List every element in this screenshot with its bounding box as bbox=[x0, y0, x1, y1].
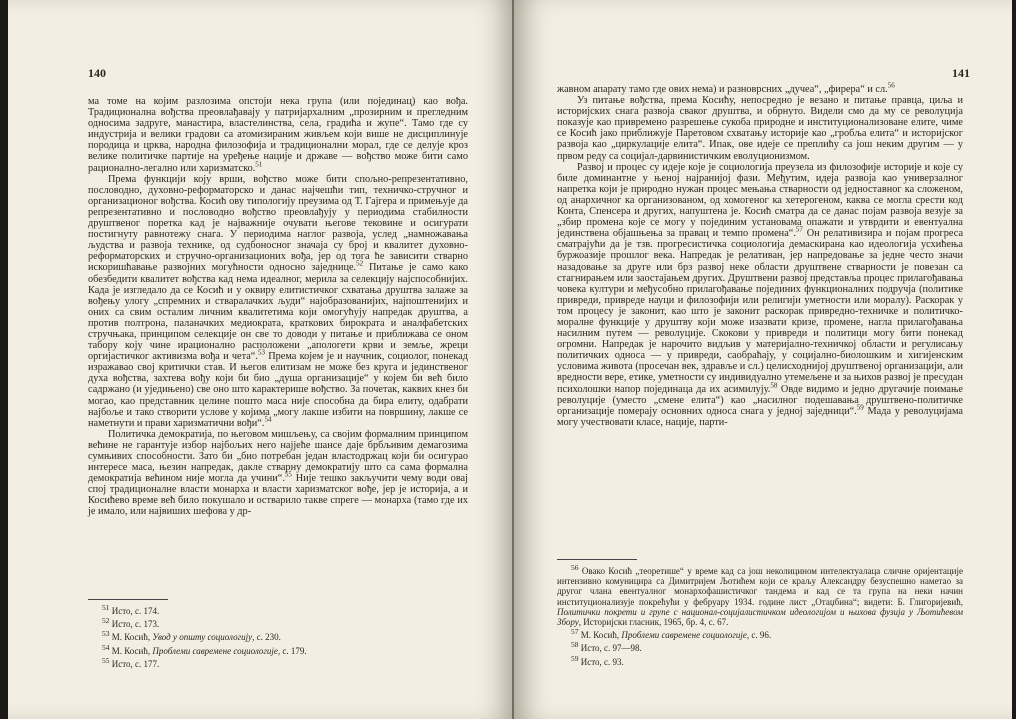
footnote: $^{53}$ М. Косић, Увод у општу социологију, с. 230. bbox=[102, 629, 281, 643]
footnote-number: 55 bbox=[102, 655, 110, 665]
paragraph: ма томе на којим разлозима опстоји нека група (или појединац) као вођа. Традиционална вођства преовлађавају у патријархалним „прозирним и прегледним односима задруге, манастира, властелинства, села, градића и жупе“. Тамо где су индустрија и велики градови са атомизираним живљем који више не дисциплинује породица и црква, народна филозофија и традиционални морал, где се делује кроз велике политичке партије на уређење нације и државе — вођство може бити само рационално-легално или харизматско.$^{51}$ bbox=[88, 96, 468, 174]
footnote-ref: 58 bbox=[770, 381, 778, 390]
footnote-ref: 51 bbox=[255, 160, 263, 169]
footnote-ref: 53 bbox=[257, 348, 265, 357]
footnote-number: 58 bbox=[571, 640, 579, 650]
footnotes bbox=[88, 603, 468, 669]
footnote-number: 51 bbox=[102, 603, 110, 612]
paragraph: Уз питање вођства, према Косићу, непосредно је везано и питање правца, циља и историјских снага развоја сваког друштва, и обрнуто. Видели смо да му се револуција показује као привремено разрешење сукоба природне и институционализоване елите, чиме се Косић јако приближује Паретовом схватању историје као „гробља елита“ и историјског развоја као „циркулације елита“. Ипак, ове идеје се преплићу са још неким другим — у првом реду са социјал-дарвинистичким еволуционизмом. bbox=[557, 95, 963, 162]
footnote-ref: 54 bbox=[264, 415, 272, 424]
footnote: $^{51}$ Исто, с. 174. bbox=[102, 603, 160, 616]
footnote-ref: 59 bbox=[856, 403, 864, 412]
footnote-ref: 55 bbox=[284, 470, 292, 479]
footnote: $^{59}$ Исто, с. 93. bbox=[571, 653, 624, 667]
footnote: $^{58}$ Исто, с. 97—98. bbox=[571, 640, 642, 654]
body-text bbox=[88, 96, 468, 518]
paragraph: Према функцији коју врши, вођство може бити спољно-репрезентативно, пословодно, духовно-реформаторско и данас најчешћи тип, техничко-стручног и организационог вођства. Косић ову типологију преузима од Т. Гајгера и примењује да репрезентативно и пословодно вођство преовлађују у периодима стабилности друштвеног поретка кад је најважније очувати његове тековине и осигурати постигнуту равнотежу снага. У периодима наглог развоја, услед „намножавања људства и развоја технике, од судбоносног значаја су број и квалитет духовно-реформаторских и стручно-организационих вођа, јер од тога ће зависити стварно искоришћавање развојних могућности односно заједнице.$^{52}$ Питање је само како обезбедити квалитет вођства кад нема идеалног, мерила за селекцију најспособнијих. Када је изгледало да се Косић и у оквиру елитистичког схватања друштва залаже за вођењу улогу „спремних и стваралачких људи“ најобразованијих, најпоштенијих и оних са свим осталим личним квалитетима који омогућују напредак друштва, а против полтрона, паланачких медиократа, краткових бирократа и аналфабетских стручњака, принципом селекције он све то доводи у питање и приближава се оном табору коју чине ирационално расположени „апологети крви и земље, жреци оргијастичког активизма вођа и чета“.$^{53}$ Према којем је и научник, социолог, понекад изражавао свој критички став. И његов елитизам не може без круга и јединственог духа вођства, захтева вођу који би био „душа организације“ у којем би већ било садржано (и уједињено) све оно што карактерише вођство. За почетак, каквих кнез би могао, као представник целине пошто маса није способна да бира елиту, одабрати најбоље и тако створити услове у којима „могу лакше избити на површину, лакше се наметнути и прави харизматични вођи“.$^{54}$ bbox=[88, 173, 468, 429]
page-number: 141 bbox=[952, 66, 970, 80]
footnote-ref: 52 bbox=[356, 259, 364, 268]
footnote: $^{52}$ Исто, с. 173. bbox=[102, 616, 160, 630]
footnote-number: 56 bbox=[571, 563, 579, 572]
book-title: Проблеми савремене социологије bbox=[621, 630, 747, 641]
footnote: $^{54}$ М. Косић, Проблеми савремене социологије, с. 179. bbox=[102, 642, 307, 656]
footnote: $^{55}$ Исто, с. 177. bbox=[102, 655, 160, 669]
footnote-ref: 57 bbox=[795, 225, 803, 234]
left-page bbox=[8, 0, 514, 719]
paragraph: жавном апарату тамо где ових нема) и разноврсних „дучеа“, „фирера“ и сл.$^{56}$ bbox=[557, 81, 895, 95]
right-page bbox=[514, 0, 1012, 719]
footnote-divider bbox=[88, 599, 168, 600]
page-number: 140 bbox=[88, 66, 106, 80]
body-text bbox=[557, 81, 964, 428]
footnote-number: 57 bbox=[571, 627, 579, 637]
paragraph: Развој и процес су идеје које је социологија преузела из филозофије историје и које су биле доминантне у њеној најранијој фази. Међутим, идеја развоја као универзалног напретка који је природно нужан процес мењања стварности од једноставног ка сложеном, од анархичног ка организованом, од хомогеног ка хетерогеном, каква се могла срести код Конта, Спенсера и других, напуштена је. Косић смaтра да се данас појам развоја везује за „збир промена које се могу у појединим установама опажати и утврдити и евентуална јединствена објашњења за правац и темпо промена“.$^{57}$ Он релативизира и појам прогреса сматрајући да је тзв. прогресистичка социологија демаскирана као идеологија усхићења буржоазије прошлог века. Напредак је релативан, јер напредовање за једне често значи назадовање за друге или брз развој неке области друштвене стварности је повезан са стагнирањем или заостајањем других. Друштвени развој представља процес прилагођавања човека култури и међусобно прилагођавање појединих функционалних подручја (политике привреди, привреде науци и филозофији или религији уметности или моралу). Раскорак у том процесу је законит, као што је законит раскорак привредно-техничке и политичко-моралне функције у друштву који може изазвати кризе, промене, нагла прилагођавања насилним путем — револуције. Скокови у привреди и политици могу бити понекад огромни. Напредак је нарочито видљив у материјално-техничкој области и регулисању политичких односа — у привреди, саобраћају, у социјално-биолошким и хигијенским условима живота (просечан век, здравље и сл.) целисходнијој друштвеној организацији, али вредности вере, етике, уметности су индивидуално утемељене и за њихов развој је пресудан психолошки напор појединаца да их асимилују.$^{58}$ Овде видимо и једно другачије поимање револуције (уместо „смене елита“) као „насилног подешавања друштвено-политичке организације померају основних односа снага у једној заједници“.$^{59}$ Мада у револуцијама могу учествовати класе, нације, парти- bbox=[557, 161, 964, 428]
footnote-number: 54 bbox=[102, 642, 110, 652]
footnote-number: 52 bbox=[102, 616, 110, 626]
footnotes bbox=[557, 563, 963, 667]
footnote-divider bbox=[557, 559, 637, 560]
footnote-number: 53 bbox=[102, 629, 110, 639]
footnote-ref: 56 bbox=[887, 81, 895, 90]
footnote: $^{57}$ М. Косић, Проблеми савремене социологије, с. 96. bbox=[571, 627, 772, 641]
paragraph: Политичка демократија, по његовом мишљењу, са својим формалним принципом већине не гарантује избор најбољих него најјеће шансе даје брбљивим демагозима сумњивих способности. Зато би „био потребан један властодржац који би осигурао интересе маса, њезин напредак, дакле стварну демократију што са сама формална демократија већином није могла да учини“.$^{55}$ Није тешко закључити чему води овај спој традиционалне власти монарха и власти харизматског вође, јер је историја, а и Косићево време већ било покушало и остварило такве спреге — монарха (тамо где их је имало, или највиших шефова у др- bbox=[88, 428, 468, 518]
footnote: $^{56}$ Овако Косић „теоретише“ у време кад са још неколицином интелектуалаца сличне оријентације интензивно комуницира са Димитријем Љотићем који се краљу Александру безуспешно наметао за другог члана евентуалног монархофашистичког тандема и кад се та група на неки начин институционализује покрећући у фебруару 1934. године лист „Отаџбина“; видети: Б. Глигоријевић, Политички покрети и групе с национал-социјалистичком идеологијом и њихова фузија у Љотићевом Збору, Историјски гласник, 1965, бр. 4, с. 67. bbox=[557, 563, 963, 628]
book-title: Увод у општу социологију bbox=[152, 632, 253, 643]
book-title: Политички покрети и групе с национал-социјалистичком идеологијом и њихова фузија у Љотићевом Збору bbox=[557, 606, 963, 628]
book-title: Проблеми савремене социологије bbox=[152, 645, 278, 656]
footnote-number: 59 bbox=[571, 653, 579, 663]
